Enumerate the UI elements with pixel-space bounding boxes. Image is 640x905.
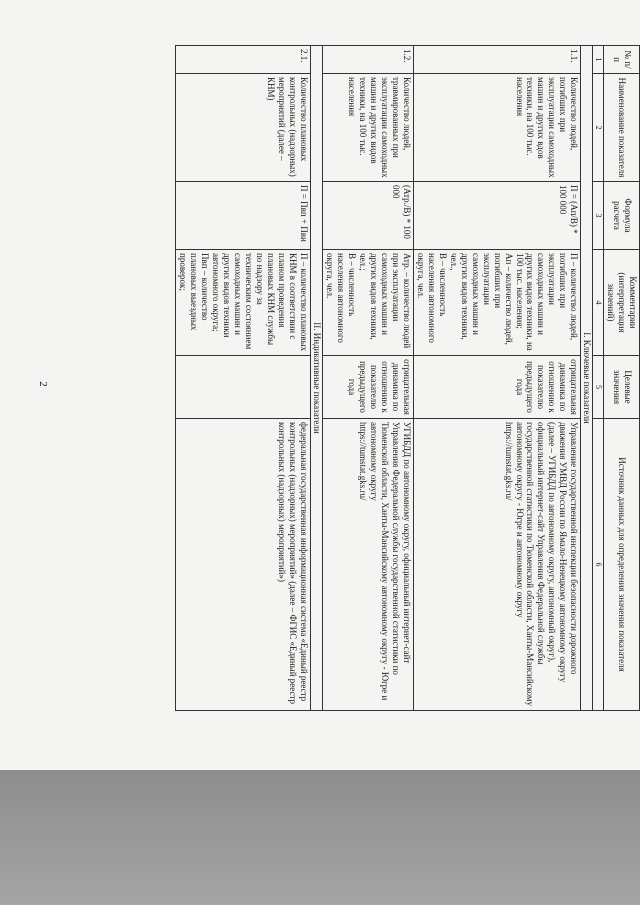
section-row	[581, 46, 593, 711]
row-target	[176, 356, 311, 419]
header-formula: Формула расчета	[604, 182, 640, 250]
section-title: II. Индикативные показатели	[311, 46, 323, 711]
row-name: Количество плановых контрольных (надзорных) мероприятий (далее – КНМ)	[176, 74, 311, 182]
section-row	[311, 46, 323, 711]
col-number: 1	[593, 46, 604, 74]
header-row	[604, 46, 640, 711]
row-comment: П – количество людей, погибших при эксплуатации самоходных машин и других видов техники, на 100 тыс. населения; Ап – количество людей, погибших при эксплуатации самоходных машин и других видов техники, чел., В – численность населения автономного округа, чел.	[413, 250, 581, 356]
col-number: 4	[593, 250, 604, 356]
table-row	[413, 46, 581, 711]
row-target: отрицательная динамика по отношению к показателю предыдущего года	[413, 356, 581, 419]
row-name: Количество людей, травмированных при эксплуатации самоходных машин и других видов техники, на 100 тыс. населения	[323, 74, 414, 182]
scan-background	[0, 770, 640, 905]
row-num: 1.1.	[413, 46, 581, 74]
row-source: УГИБДД по автономному округу, официальный интернет-сайт Управления Федеральной службы государственной статистики по Тюменской области, Ханты-Мансийскому автономному округу - Югре и автономному округу https://tumstat.gks.ru/	[323, 419, 414, 711]
rotated-table-container	[95, 45, 640, 710]
col-number: 2	[593, 74, 604, 182]
indicators-table	[176, 45, 640, 711]
row-formula: (Атр./В) * 100 000	[323, 182, 414, 250]
row-target: отрицательная динамика по отношению к показателю предыдущего года	[323, 356, 414, 419]
row-num: 1.2.	[323, 46, 414, 74]
header-name: Наименование показателя	[604, 74, 640, 182]
row-num: 2.1.	[176, 46, 311, 74]
col-number: 6	[593, 419, 604, 711]
row-name: Количество людей, погибших при эксплуатации самоходных машин и других вдов техники, на 100 тыс. населения	[413, 74, 581, 182]
row-source: федеральная государственная информационная система «Единый реестр контрольных (надзорных) мероприятий» (далее – ФГИС «Единый реестр контрольных (надзорных) мероприятий»)	[176, 419, 311, 711]
row-formula: П = (Ап/В) * 100 000	[413, 182, 581, 250]
header-comment: Комментарии (интерпретация значений)	[604, 250, 640, 356]
section-title: I. Ключевые показатели	[581, 46, 593, 711]
header-target: Целевые значения	[604, 356, 640, 419]
row-comment: Атр. – количество людей при эксплуатации самоходных машин и других видов техники, чел.; В – численность населения автономного округа, чел.	[323, 250, 414, 356]
row-formula: П = Пвп + Пви	[176, 182, 311, 250]
header-source: Источник данных для определения значения показателя	[604, 419, 640, 711]
row-source: Управление государственной инспекции безопасности дорожного движения УМВД России по Ямало-Ненецкому автономному округу (далее – УГИБДД по автономному округу, автономный округ), официальный интернет-сайт Управления Федеральной службы государственной статистики по Тюменской области, Ханты-Мансийскому автономному округу - Югре и автономному округу https://tumstat.gks.ru/	[413, 419, 581, 711]
column-number-row	[593, 46, 604, 711]
table-row	[323, 46, 414, 711]
col-number: 3	[593, 182, 604, 250]
table-row	[176, 46, 311, 711]
row-comment: П – количество плановых КНМ в соответствии с планом проведения плановых КНМ службы по надзору за техническим состоянием самоходных машин и других видов техники автономного округа; Пвп – количество плановых выездных проверок;	[176, 250, 311, 356]
col-number: 5	[593, 356, 604, 419]
header-num: № п/п	[604, 46, 640, 74]
page-number: 2	[36, 381, 49, 387]
